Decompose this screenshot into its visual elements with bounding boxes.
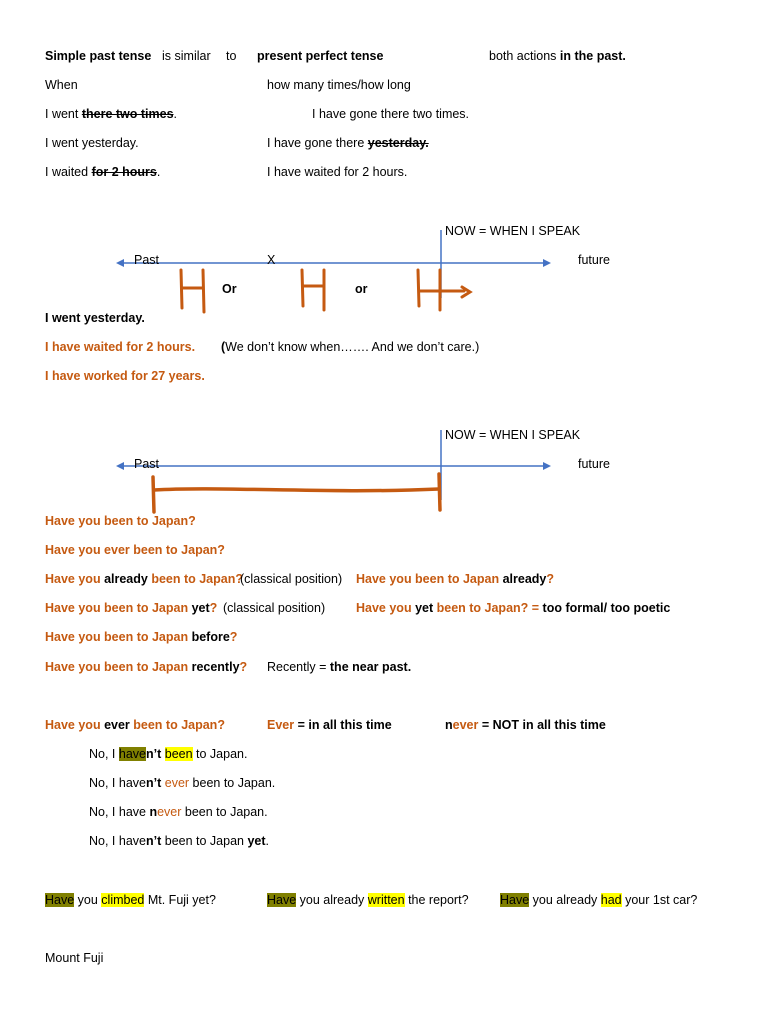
text-how-many: how many times/how long: [267, 78, 411, 92]
term-simple-past: Simple past tense: [45, 49, 152, 63]
term-present-perfect: present perfect tense: [257, 49, 384, 63]
example-went-yesterday: I went yesterday.: [45, 136, 139, 150]
question-before: Have you been to Japan before?: [45, 630, 238, 644]
duration-bracket-1: [181, 270, 204, 312]
answer-havent-yet: No, I haven’t been to Japan yet.: [89, 834, 270, 848]
note-recently: Recently = the near past.: [267, 660, 412, 674]
question-yet-middle: Have you yet been to Japan? = too formal/ too poetic: [356, 601, 671, 615]
question-ever-japan: Have you ever been to Japan?: [45, 718, 225, 732]
question-climbed-fuji: Have you climbed Mt. Fuji yet?: [45, 893, 216, 907]
definition-never: never = NOT in all this time: [445, 718, 606, 732]
definition-ever: Ever = in all this time: [267, 718, 392, 732]
example-have-gone-yesterday: I have gone there yesterday.: [267, 136, 429, 150]
question-recently: Have you been to Japan recently?: [45, 660, 248, 674]
or-label-2: or: [355, 282, 368, 296]
answer-never: No, I have never been to Japan.: [89, 805, 268, 819]
answer-havent-been: No, I haven’t been to Japan.: [89, 747, 248, 761]
answer-havent-ever: No, I haven’t ever been to Japan.: [89, 776, 276, 790]
example-waited-2-hours: I have waited for 2 hours.: [45, 340, 196, 354]
text-is-similar: is similar: [162, 49, 211, 63]
future-label-2: future: [578, 457, 610, 471]
question-written-report: Have you already written the report?: [267, 893, 469, 907]
example-have-gone-two: I have gone there two times.: [312, 107, 470, 121]
example-have-waited: I have waited for 2 hours.: [267, 165, 408, 179]
or-label-1: Or: [222, 282, 237, 296]
question-been-to-japan: Have you been to Japan?: [45, 514, 196, 528]
duration-bracket-3: [418, 270, 470, 310]
note-classical-position-1: (classical position): [240, 572, 343, 586]
example-went-there: I went there two times.: [45, 107, 177, 121]
question-had-car: Have you already had your 1st car?: [500, 893, 698, 907]
text-to: to: [226, 49, 237, 63]
timeline-1: [116, 230, 551, 312]
x-marker-label: X: [267, 253, 276, 267]
question-yet-classical: Have you been to Japan yet?: [45, 601, 218, 615]
now-label-1: NOW = WHEN I SPEAK: [445, 224, 581, 238]
question-ever-been: Have you ever been to Japan?: [45, 543, 225, 557]
past-label-2: Past: [134, 457, 160, 471]
note-dont-know-when: (We don’t know when……. And we don’t care.): [221, 340, 480, 354]
example-waited: I waited for 2 hours.: [45, 165, 161, 179]
duration-span: [153, 474, 440, 512]
question-already-end: Have you been to Japan already?: [356, 572, 554, 586]
text-when: When: [45, 78, 78, 92]
footer-mount-fuji: Mount Fuji: [45, 951, 104, 965]
note-classical-position-2: (classical position): [223, 601, 326, 615]
example-worked-27-years: I have worked for 27 years.: [45, 369, 205, 383]
duration-bracket-2: [302, 270, 324, 310]
text-both-actions: both actions in the past.: [489, 49, 626, 63]
example-simple-past: I went yesterday.: [45, 311, 145, 325]
future-label-1: future: [578, 253, 610, 267]
past-label-1: Past: [134, 253, 160, 267]
question-already-classical: Have you already been to Japan?: [45, 572, 243, 586]
now-label-2: NOW = WHEN I SPEAK: [445, 428, 581, 442]
